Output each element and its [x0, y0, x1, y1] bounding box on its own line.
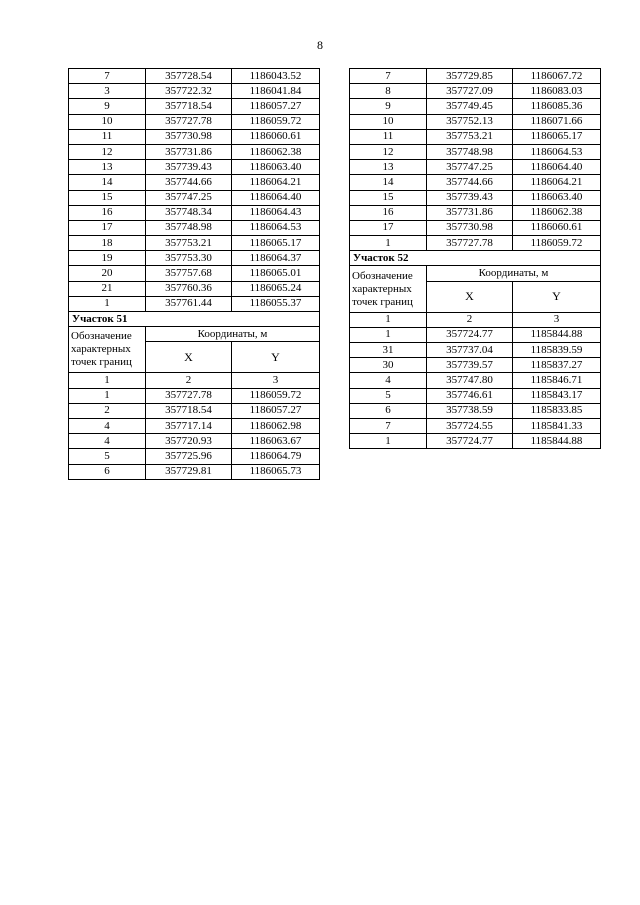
table-row: [69, 403, 320, 418]
x-coordinate-cell: 357720.93: [146, 434, 232, 449]
point-number-cell: 9: [350, 99, 427, 114]
designation-header: Обозначение характерных точек границ: [69, 327, 146, 373]
x-coordinate-cell: 357746.61: [427, 388, 513, 403]
table-row: [69, 114, 320, 129]
table-row: [350, 69, 601, 84]
point-number-cell: 3: [69, 84, 146, 99]
y-coordinate-cell: 1186060.61: [513, 220, 601, 235]
table-row: [69, 190, 320, 205]
point-number-cell: 4: [350, 373, 427, 388]
point-number-cell: 4: [69, 434, 146, 449]
table-row: [350, 144, 601, 159]
header-row: [69, 327, 320, 342]
point-number-cell: 31: [350, 343, 427, 358]
x-coordinate-cell: 357727.09: [427, 84, 513, 99]
table-row: [350, 129, 601, 144]
y-coordinate-cell: 1186065.73: [232, 464, 320, 479]
table-row: [69, 175, 320, 190]
table-row: [69, 205, 320, 220]
table-row: [350, 373, 601, 388]
point-number-cell: 13: [69, 160, 146, 175]
x-coordinate-cell: 357724.77: [427, 327, 513, 342]
column-number-cell: 3: [513, 312, 601, 327]
table-row: [69, 236, 320, 251]
coordinates-header: Координаты, м: [427, 266, 601, 281]
designation-header: Обозначение характерных точек границ: [350, 266, 427, 312]
y-coordinate-cell: 1186064.43: [232, 205, 320, 220]
point-number-cell: 5: [350, 388, 427, 403]
y-coordinate-cell: 1186067.72: [513, 69, 601, 84]
x-coordinate-cell: 357747.25: [146, 190, 232, 205]
table-row: [350, 343, 601, 358]
table-row: [350, 114, 601, 129]
point-number-cell: 21: [69, 281, 146, 296]
point-number-cell: 12: [350, 144, 427, 159]
y-coordinate-cell: 1186057.27: [232, 99, 320, 114]
x-coordinate-cell: 357747.80: [427, 373, 513, 388]
section-title: Участок 51: [69, 312, 320, 327]
section-title-row: [69, 312, 320, 327]
y-coordinate-cell: 1186065.17: [232, 236, 320, 251]
x-coordinate-cell: 357717.14: [146, 418, 232, 433]
table-row: [350, 418, 601, 433]
x-coordinate-cell: 357724.77: [427, 434, 513, 449]
section-title: Участок 52: [350, 251, 601, 266]
point-number-cell: 2: [69, 403, 146, 418]
point-number-cell: 17: [69, 220, 146, 235]
point-number-cell: 6: [69, 464, 146, 479]
point-number-cell: 4: [69, 418, 146, 433]
point-number-cell: 19: [69, 251, 146, 266]
point-number-cell: 5: [69, 449, 146, 464]
table-row: [350, 205, 601, 220]
point-number-cell: 11: [350, 129, 427, 144]
x-coordinate-cell: 357718.54: [146, 99, 232, 114]
x-coordinate-cell: 357748.34: [146, 205, 232, 220]
point-number-cell: 20: [69, 266, 146, 281]
table-row: [69, 296, 320, 311]
y-coordinate-cell: 1186063.40: [513, 190, 601, 205]
point-number-cell: 18: [69, 236, 146, 251]
y-coordinate-cell: 1186083.03: [513, 84, 601, 99]
x-coordinate-cell: 357731.86: [146, 144, 232, 159]
x-coordinate-cell: 357744.66: [427, 175, 513, 190]
table-row: [69, 220, 320, 235]
coordinates-table-left: [68, 68, 320, 480]
point-number-cell: 14: [350, 175, 427, 190]
column-number-cell: 1: [350, 312, 427, 327]
x-coordinate-cell: 357724.55: [427, 418, 513, 433]
y-coordinate-cell: 1186064.40: [232, 190, 320, 205]
x-coordinate-cell: 357757.68: [146, 266, 232, 281]
x-axis-header: X: [427, 281, 513, 312]
y-coordinate-cell: 1186065.24: [232, 281, 320, 296]
y-coordinate-cell: 1186085.36: [513, 99, 601, 114]
y-coordinate-cell: 1186059.72: [513, 236, 601, 251]
point-number-cell: 16: [350, 205, 427, 220]
y-coordinate-cell: 1186059.72: [232, 388, 320, 403]
table-row: [69, 449, 320, 464]
y-coordinate-cell: 1185833.85: [513, 403, 601, 418]
table-row: [69, 266, 320, 281]
table-row: [69, 144, 320, 159]
point-number-cell: 1: [69, 388, 146, 403]
point-number-cell: 6: [350, 403, 427, 418]
y-coordinate-cell: 1186064.21: [232, 175, 320, 190]
x-coordinate-cell: 357718.54: [146, 403, 232, 418]
table-row: [350, 99, 601, 114]
y-coordinate-cell: 1186062.98: [232, 418, 320, 433]
y-coordinate-cell: 1186063.40: [232, 160, 320, 175]
y-coordinate-cell: 1186064.40: [513, 160, 601, 175]
y-coordinate-cell: 1186064.21: [513, 175, 601, 190]
y-coordinate-cell: 1186063.67: [232, 434, 320, 449]
x-coordinate-cell: 357739.57: [427, 358, 513, 373]
y-coordinate-cell: 1186065.01: [232, 266, 320, 281]
x-coordinate-cell: 357739.43: [427, 190, 513, 205]
point-number-cell: 9: [69, 99, 146, 114]
table-row: [350, 84, 601, 99]
table-row: [350, 358, 601, 373]
y-coordinate-cell: 1186057.27: [232, 403, 320, 418]
point-number-cell: 1: [350, 236, 427, 251]
x-coordinate-cell: 357744.66: [146, 175, 232, 190]
x-coordinate-cell: 357722.32: [146, 84, 232, 99]
point-number-cell: 8: [350, 84, 427, 99]
page-number: 8: [317, 38, 323, 52]
y-coordinate-cell: 1186064.53: [232, 220, 320, 235]
x-coordinate-cell: 357731.86: [427, 205, 513, 220]
header-row: [350, 266, 601, 281]
point-number-cell: 1: [350, 434, 427, 449]
x-axis-header: X: [146, 342, 232, 373]
point-number-cell: 7: [350, 69, 427, 84]
point-number-cell: 16: [69, 205, 146, 220]
table-row: [350, 403, 601, 418]
y-coordinate-cell: 1185846.71: [513, 373, 601, 388]
section-title-row: [350, 251, 601, 266]
column-number-row: [69, 373, 320, 388]
x-coordinate-cell: 357727.78: [146, 114, 232, 129]
x-coordinate-cell: 357737.04: [427, 343, 513, 358]
table-row: [69, 99, 320, 114]
x-coordinate-cell: 357738.59: [427, 403, 513, 418]
x-coordinate-cell: 357725.96: [146, 449, 232, 464]
x-coordinate-cell: 357753.30: [146, 251, 232, 266]
table-row: [69, 160, 320, 175]
column-number-row: [350, 312, 601, 327]
table-row: [69, 69, 320, 84]
x-coordinate-cell: 357753.21: [146, 236, 232, 251]
column-number-cell: 2: [427, 312, 513, 327]
table-row: [69, 418, 320, 433]
point-number-cell: 15: [350, 190, 427, 205]
y-coordinate-cell: 1186041.84: [232, 84, 320, 99]
table-row: [350, 175, 601, 190]
table-row: [69, 251, 320, 266]
y-coordinate-cell: 1185843.17: [513, 388, 601, 403]
table-row: [69, 388, 320, 403]
point-number-cell: 10: [350, 114, 427, 129]
y-coordinate-cell: 1185837.27: [513, 358, 601, 373]
point-number-cell: 12: [69, 144, 146, 159]
x-coordinate-cell: 357739.43: [146, 160, 232, 175]
y-coordinate-cell: 1186064.79: [232, 449, 320, 464]
table-row: [350, 220, 601, 235]
table-row: [69, 84, 320, 99]
y-axis-header: Y: [232, 342, 320, 373]
x-coordinate-cell: 357753.21: [427, 129, 513, 144]
y-coordinate-cell: 1186064.37: [232, 251, 320, 266]
table-row: [350, 160, 601, 175]
x-coordinate-cell: 357727.78: [427, 236, 513, 251]
y-coordinate-cell: 1186062.38: [513, 205, 601, 220]
table-row: [69, 129, 320, 144]
table-row: [350, 236, 601, 251]
point-number-cell: 17: [350, 220, 427, 235]
point-number-cell: 7: [350, 418, 427, 433]
coordinates-table-right: [349, 68, 601, 449]
point-number-cell: 1: [350, 327, 427, 342]
x-coordinate-cell: 357729.81: [146, 464, 232, 479]
y-coordinate-cell: 1186055.37: [232, 296, 320, 311]
x-coordinate-cell: 357747.25: [427, 160, 513, 175]
point-number-cell: 1: [69, 296, 146, 311]
table-row: [350, 327, 601, 342]
column-number-cell: 1: [69, 373, 146, 388]
y-coordinate-cell: 1186064.53: [513, 144, 601, 159]
coordinates-header: Координаты, м: [146, 327, 320, 342]
table-row: [350, 190, 601, 205]
table-row: [350, 388, 601, 403]
table-row: [69, 464, 320, 479]
y-coordinate-cell: 1185839.59: [513, 343, 601, 358]
point-number-cell: 13: [350, 160, 427, 175]
column-number-cell: 3: [232, 373, 320, 388]
x-coordinate-cell: 357727.78: [146, 388, 232, 403]
y-coordinate-cell: 1186062.38: [232, 144, 320, 159]
x-coordinate-cell: 357761.44: [146, 296, 232, 311]
table-row: [350, 434, 601, 449]
y-coordinate-cell: 1185844.88: [513, 327, 601, 342]
point-number-cell: 10: [69, 114, 146, 129]
x-coordinate-cell: 357730.98: [146, 129, 232, 144]
point-number-cell: 7: [69, 69, 146, 84]
x-coordinate-cell: 357760.36: [146, 281, 232, 296]
column-number-cell: 2: [146, 373, 232, 388]
y-coordinate-cell: 1185844.88: [513, 434, 601, 449]
x-coordinate-cell: 357748.98: [427, 144, 513, 159]
y-coordinate-cell: 1186060.61: [232, 129, 320, 144]
point-number-cell: 15: [69, 190, 146, 205]
y-coordinate-cell: 1186059.72: [232, 114, 320, 129]
point-number-cell: 30: [350, 358, 427, 373]
table-row: [69, 281, 320, 296]
x-coordinate-cell: 357748.98: [146, 220, 232, 235]
y-coordinate-cell: 1186065.17: [513, 129, 601, 144]
table-row: [69, 434, 320, 449]
x-coordinate-cell: 357730.98: [427, 220, 513, 235]
y-coordinate-cell: 1186071.66: [513, 114, 601, 129]
y-coordinate-cell: 1186043.52: [232, 69, 320, 84]
point-number-cell: 14: [69, 175, 146, 190]
x-coordinate-cell: 357729.85: [427, 69, 513, 84]
x-coordinate-cell: 357728.54: [146, 69, 232, 84]
y-coordinate-cell: 1185841.33: [513, 418, 601, 433]
x-coordinate-cell: 357752.13: [427, 114, 513, 129]
y-axis-header: Y: [513, 281, 601, 312]
x-coordinate-cell: 357749.45: [427, 99, 513, 114]
point-number-cell: 11: [69, 129, 146, 144]
